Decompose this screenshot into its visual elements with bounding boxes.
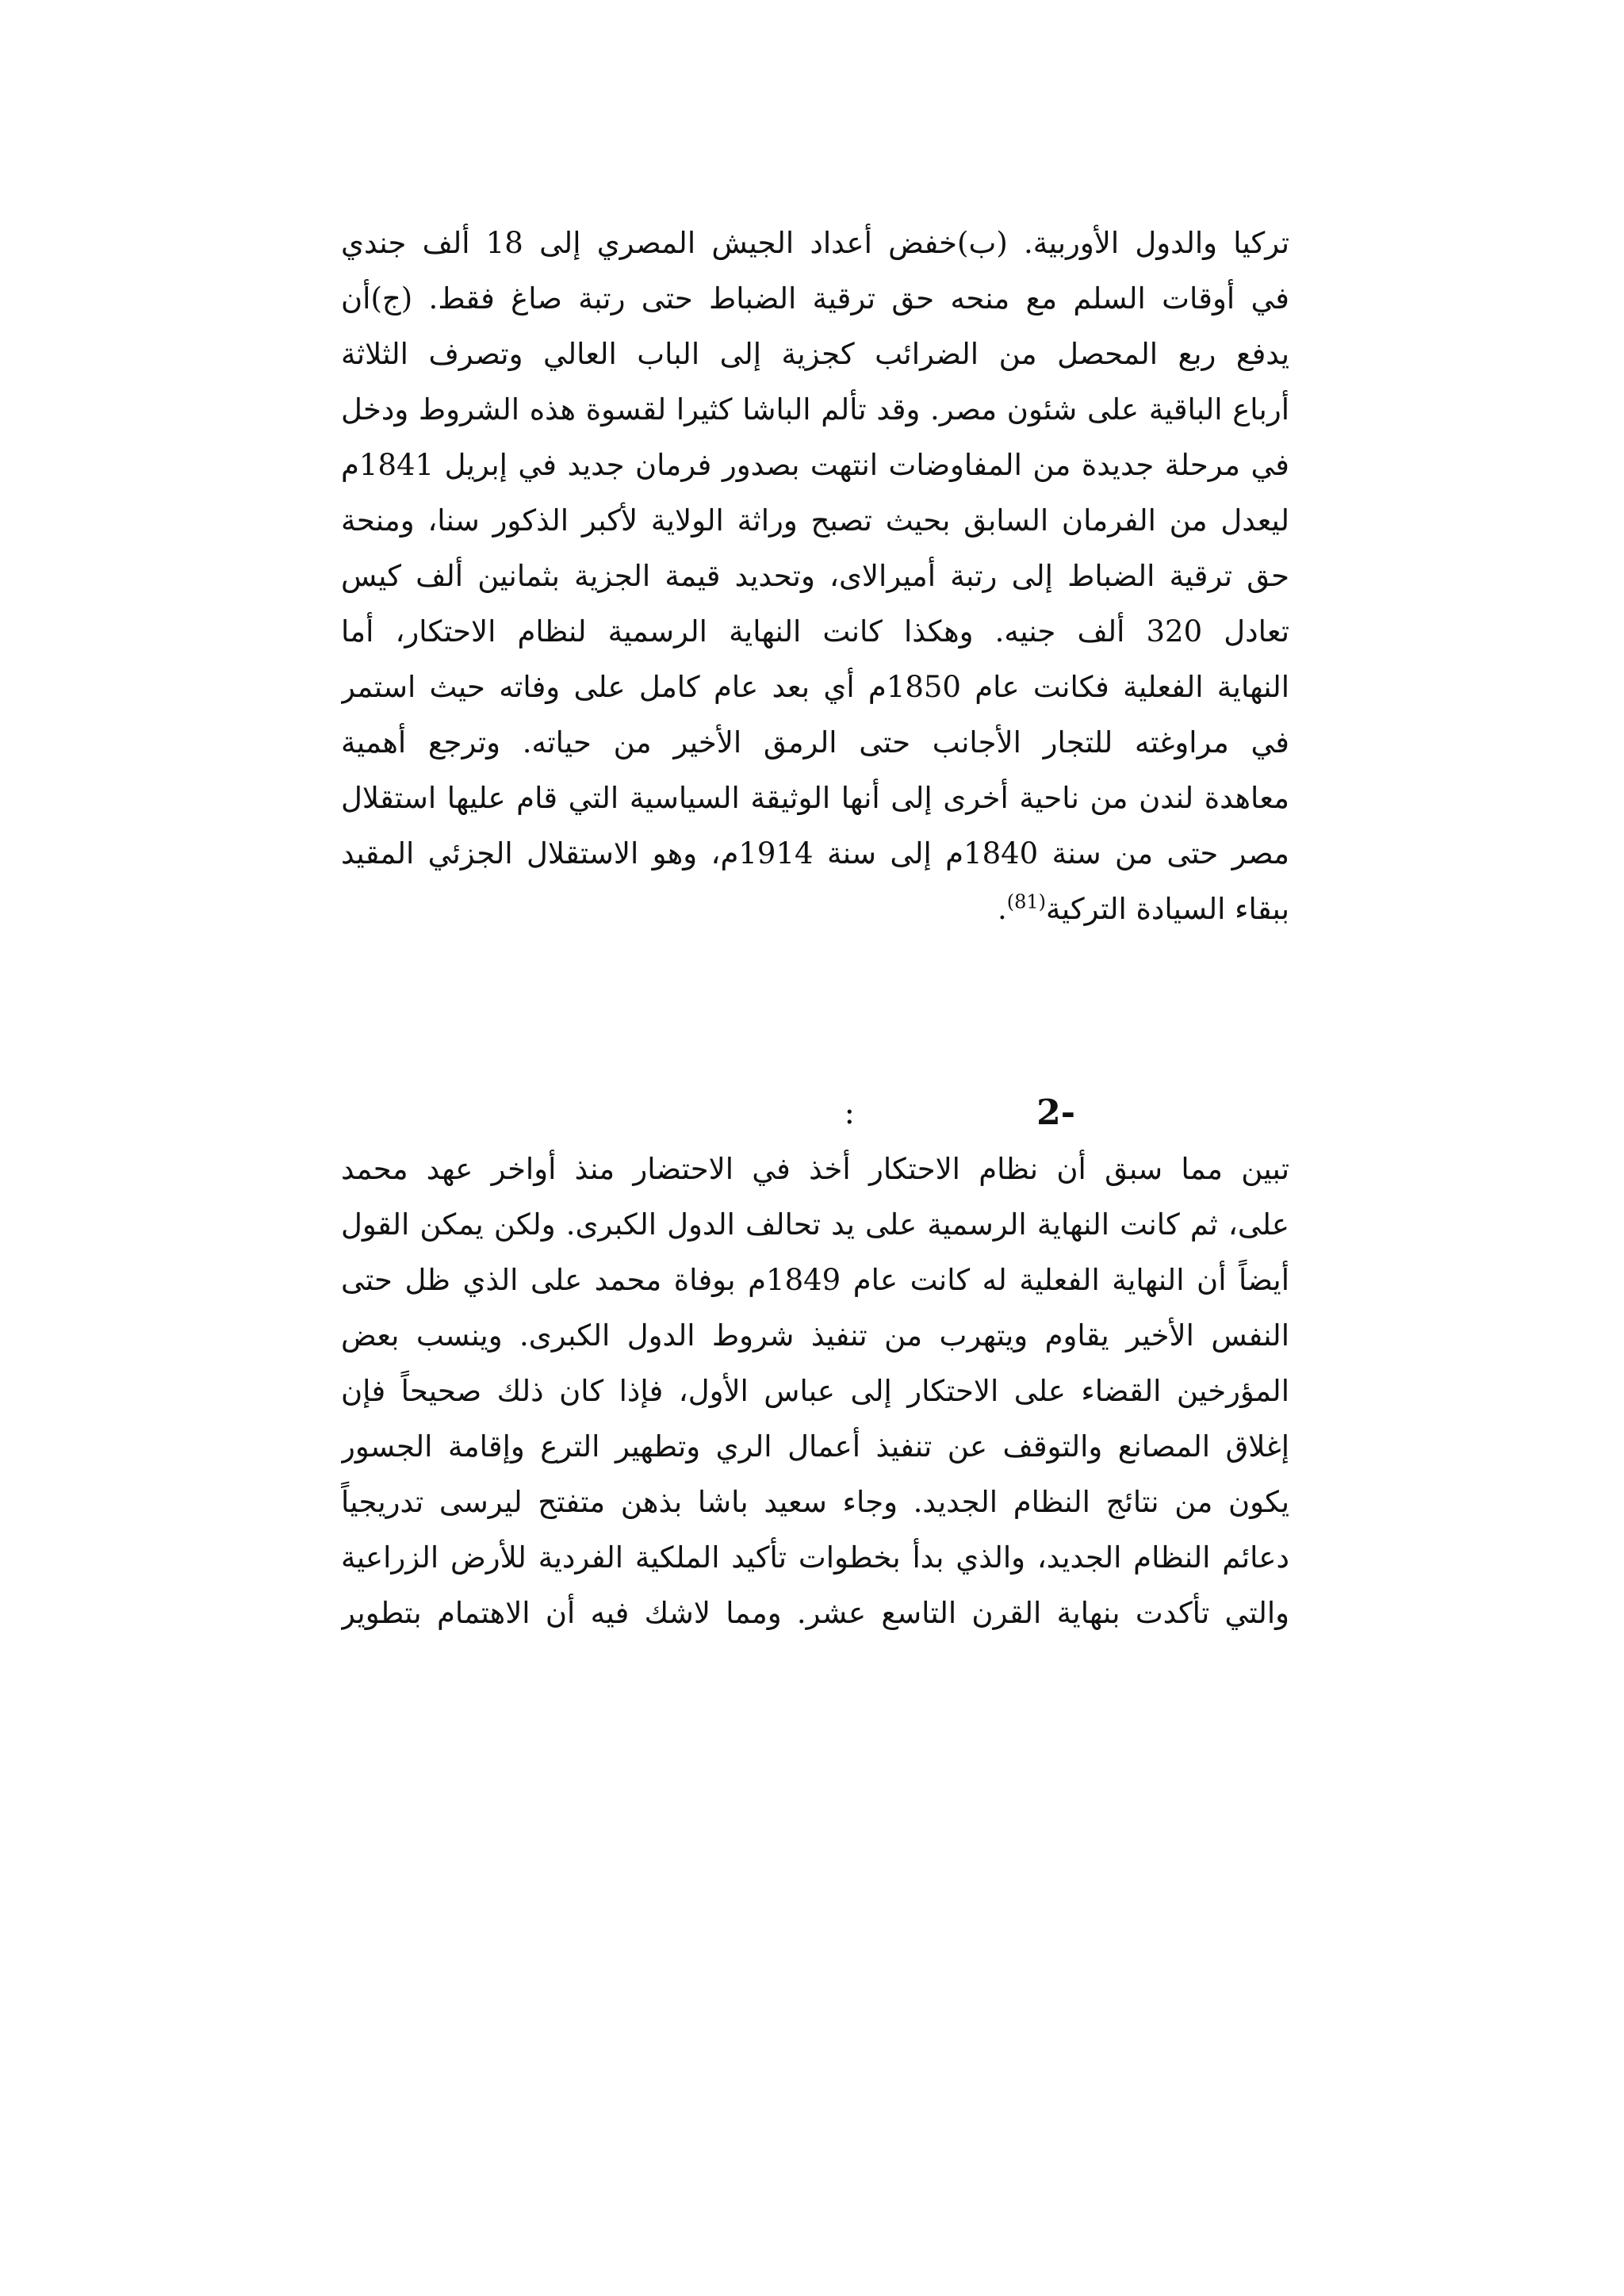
- last-line-text: ببقاء السيادة التركية: [1046, 892, 1289, 926]
- last-line-period: .: [997, 892, 1007, 926]
- paragraph-1: [341, 216, 1289, 937]
- paragraph-line: النفس الأخير يقاوم ويتهرب من تنفيذ شروط الدول الكبرى. وينسب بعض: [341, 1318, 1289, 1353]
- paragraph-line: تعادل 320 ألف جنيه. وهكذا كانت النهاية الرسمية لنظام الاحتكار، أما: [341, 614, 1289, 649]
- paragraph-line: تبين مما سبق أن نظام الاحتكار أخذ في الاحتضار منذ أواخر عهد محمد: [341, 1152, 1289, 1186]
- paragraph-line: أرباع الباقية على شئون مصر. وقد تألم الباشا كثيرا لقسوة هذه الشروط ودخل: [341, 392, 1289, 427]
- paragraph-line: معاهدة لندن من ناحية أخرى إلى أنها الوثيقة السياسية التي قام عليها استقلال: [341, 781, 1289, 815]
- paragraph-line: النهاية الفعلية فكانت عام 1850م أي بعد عام كامل على وفاته حيث استمر: [341, 670, 1289, 704]
- paragraph-line: إغلاق المصانع والتوقف عن تنفيذ أعمال الري وتطهير الترع وإقامة الجسور: [341, 1429, 1289, 1464]
- paragraph-line: على، ثم كانت النهاية الرسمية على يد تحالف الدول الكبرى. ولكن يمكن القول: [341, 1207, 1289, 1242]
- paragraph-last-line: [341, 882, 1289, 937]
- paragraph-line: المؤرخين القضاء على الاحتكار إلى عباس الأول، فإذا كان ذلك صحيحاً فإن: [341, 1374, 1289, 1408]
- section-heading-colon: :: [844, 1095, 855, 1131]
- paragraph-line: أيضاً أن النهاية الفعلية له كانت عام 1849م بوفاة محمد على الذي ظل حتى: [341, 1263, 1289, 1297]
- paragraph-2: [341, 1142, 1289, 1641]
- paragraph-line: دعائم النظام الجديد، والذي بدأ بخطوات تأكيد الملكية الفردية للأرض الزراعية: [341, 1540, 1289, 1575]
- paragraph-line: والتي تأكدت بنهاية القرن التاسع عشر. ومما لاشك فيه أن الاهتمام بتطوير: [341, 1596, 1289, 1630]
- paragraph-line: ليعدل من الفرمان السابق بحيث تصبح وراثة الولاية لأكبر الذكور سنا، ومنحة: [341, 503, 1289, 538]
- paragraph-line: في مرحلة جديدة من المفاوضات انتهت بصدور فرمان جديد في إبريل 1841م: [341, 448, 1289, 482]
- section-number: 2-: [1036, 1093, 1075, 1133]
- footnote-reference: (81): [1006, 890, 1047, 913]
- paragraph-line: تركيا والدول الأوربية. (ب)خفض أعداد الجيش المصري إلى 18 ألف جندي: [341, 226, 1289, 260]
- paragraph-line: مصر حتى من سنة 1840م إلى سنة 1914م، وهو الاستقلال الجزئي المقيد: [341, 836, 1289, 871]
- paragraph-line: حق ترقية الضباط إلى رتبة أميرالاى، وتحديد قيمة الجزية بثمانين ألف كيس: [341, 559, 1289, 593]
- paragraph-line: في أوقات السلم مع منحه حق ترقية الضباط حتى رتبة صاغ فقط. (ج)أن: [341, 281, 1289, 316]
- paragraph-line: في مراوغته للتجار الأجانب حتى الرمق الأخير من حياته. وترجع أهمية: [341, 725, 1289, 760]
- paragraph-line: يدفع ربع المحصل من الضرائب كجزية إلى الباب العالي وتصرف الثلاثة: [341, 337, 1289, 371]
- paragraph-line: يكون من نتائج النظام الجديد. وجاء سعيد باشا بذهن متفتح ليرسى تدريجياً: [341, 1485, 1289, 1519]
- section-heading: [341, 1085, 1289, 1142]
